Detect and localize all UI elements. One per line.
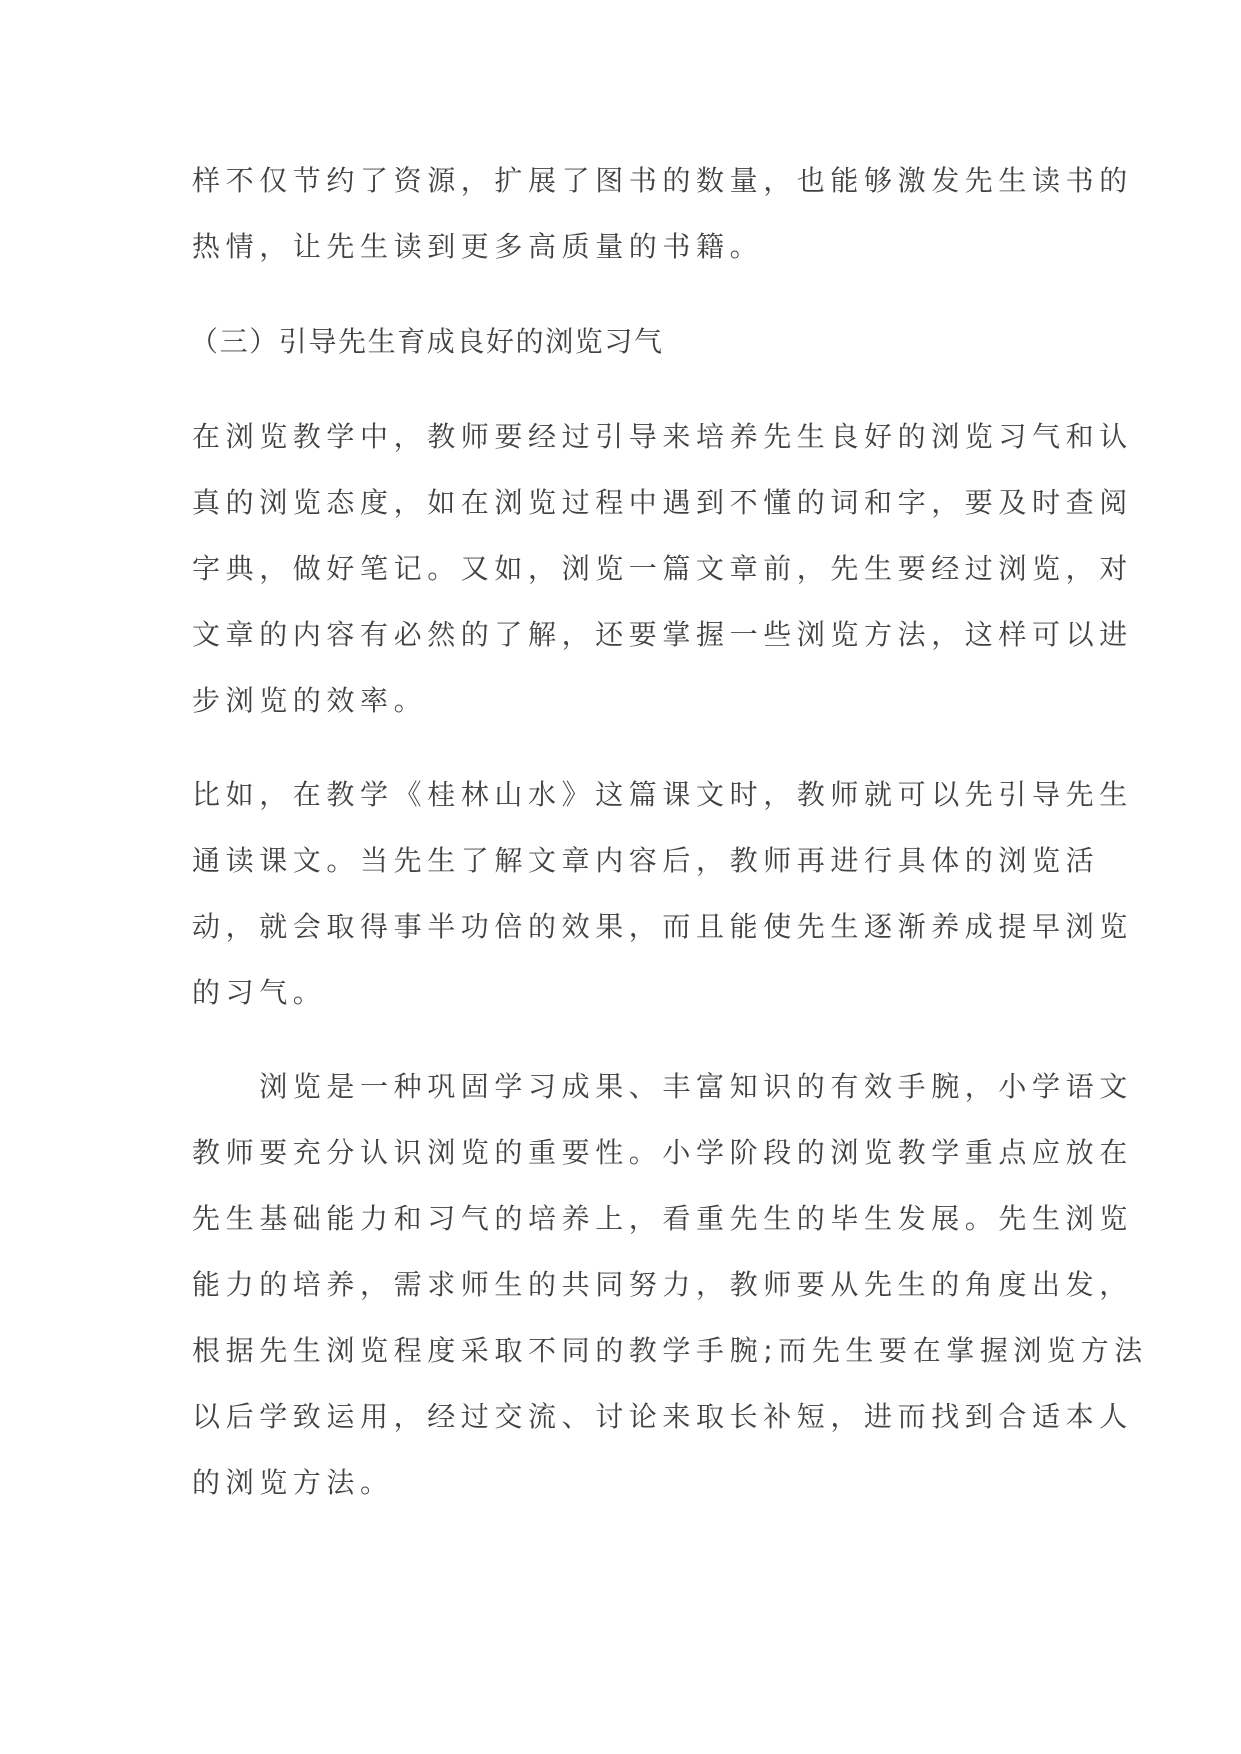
paragraph-line: 比如，在教学《桂林山水》这篇课文时，教师就可以先引导先生 [192,778,1133,811]
paragraph-line: 步浏览的效率。 [192,684,428,717]
section-heading: （三）引导先生育成良好的浏览习气 [190,325,664,358]
paragraph-line: 样不仅节约了资源，扩展了图书的数量，也能够激发先生读书的 [192,164,1133,197]
paragraph-line: 根据先生浏览程度采取不同的教学手腕;而先生要在掌握浏览方法 [192,1334,1148,1367]
paragraph-line: 热情，让先生读到更多高质量的书籍。 [192,230,764,263]
paragraph-line: 通读课文。当先生了解文章内容后，教师再进行具体的浏览活 [192,844,1100,877]
paragraph-line: 真的浏览态度，如在浏览过程中遇到不懂的词和字，要及时查阅 [192,486,1133,519]
paragraph-line: 能力的培养，需求师生的共同努力，教师要从先生的角度出发， [192,1268,1133,1301]
paragraph-line: 先生基础能力和习气的培养上，看重先生的毕生发展。先生浏览 [192,1202,1133,1235]
paragraph-line: 在浏览教学中，教师要经过引导来培养先生良好的浏览习气和认 [192,420,1133,453]
paragraph-line: 浏览是一种巩固学习成果、丰富知识的有效手腕，小学语文 [192,1070,1133,1103]
paragraph-line: 文章的内容有必然的了解，还要掌握一些浏览方法，这样可以进 [192,618,1133,651]
paragraph-line: 动，就会取得事半功倍的效果，而且能使先生逐渐养成提早浏览 [192,910,1133,943]
paragraph-line: 字典，做好笔记。又如，浏览一篇文章前，先生要经过浏览，对 [192,552,1133,585]
paragraph-line: 教师要充分认识浏览的重要性。小学阶段的浏览教学重点应放在 [192,1136,1133,1169]
paragraph-line: 的浏览方法。 [192,1466,394,1499]
paragraph-line: 以后学致运用，经过交流、讨论来取长补短，进而找到合适本人 [192,1400,1133,1433]
paragraph-line: 的习气。 [192,976,327,1009]
